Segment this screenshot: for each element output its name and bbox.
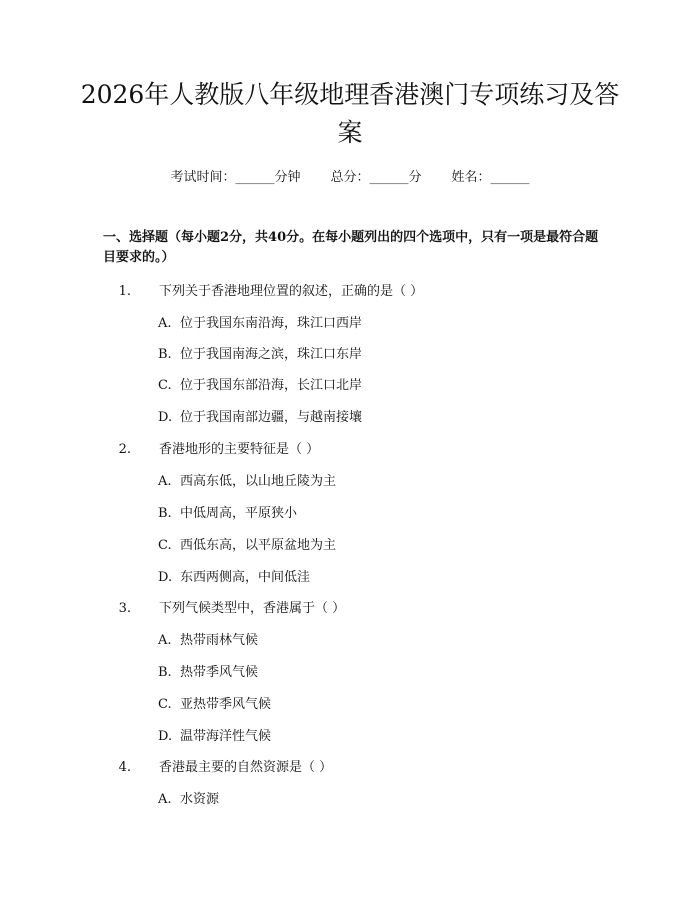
- option-text: 西低东高，以平原盆地为主: [180, 538, 337, 553]
- option-text: 温带海洋性气候: [180, 729, 272, 744]
- option-letter: A.: [158, 474, 172, 489]
- option-letter: A.: [158, 633, 172, 648]
- question-text: 香港地形的主要特征是（ ）: [159, 442, 320, 457]
- question-number: 1.: [118, 284, 131, 299]
- option-letter: A.: [158, 316, 172, 331]
- document-title: 2026年人教版八年级地理香港澳门专项练习及答案: [80, 80, 620, 147]
- question-3-option-d: [158, 727, 271, 747]
- question-1-option-c: [158, 376, 362, 396]
- question-3-option-c: [158, 695, 271, 715]
- option-text: 位于我国东南沿海，珠江口西岸: [180, 316, 363, 331]
- option-letter: D.: [158, 729, 173, 744]
- question-3: [103, 599, 345, 619]
- option-letter: B.: [158, 347, 172, 362]
- option-text: 西高东低，以山地丘陵为主: [180, 474, 337, 489]
- option-letter: A.: [158, 792, 172, 807]
- option-text: 亚热带季风气候: [180, 697, 272, 712]
- exam-time: 考试时间：______分钟: [170, 170, 301, 185]
- option-text: 位于我国南部边疆，与越南接壤: [180, 410, 363, 425]
- option-text: 位于我国南海之滨，珠江口东岸: [180, 347, 363, 362]
- question-4: [103, 758, 332, 778]
- option-letter: D.: [158, 410, 173, 425]
- question-3-option-b: [158, 663, 258, 683]
- section-heading: 一、选择题（每小题2分，共40分。在每小题列出的四个选项中，只有一项是最符合题目要求的。）: [103, 230, 599, 265]
- exam-name: 姓名：______: [451, 170, 530, 185]
- option-letter: C.: [158, 697, 172, 712]
- option-text: 热带季风气候: [180, 665, 259, 680]
- question-3-option-a: [158, 631, 258, 651]
- option-letter: C.: [158, 378, 172, 393]
- option-text: 中低周高，平原狭小: [180, 506, 298, 521]
- question-number: 2.: [118, 442, 131, 457]
- option-text: 位于我国东部沿海，长江口北岸: [180, 378, 363, 393]
- option-letter: D.: [158, 570, 173, 585]
- option-text: 水资源: [180, 792, 220, 807]
- question-1-option-b: [158, 345, 362, 365]
- option-letter: C.: [158, 538, 172, 553]
- question-1-option-d: [158, 408, 362, 428]
- question-text: 下列关于香港地理位置的叙述，正确的是（ ）: [159, 284, 424, 299]
- question-2-option-c: [158, 536, 336, 556]
- question-1: [103, 282, 423, 302]
- exam-score: 总分：______分: [330, 170, 422, 185]
- question-2-option-d: [158, 568, 310, 588]
- option-letter: B.: [158, 665, 172, 680]
- exam-meta: [0, 168, 700, 188]
- question-2-option-b: [158, 504, 297, 524]
- question-1-option-a: [158, 314, 362, 334]
- question-number: 4.: [118, 760, 131, 775]
- option-text: 东西两侧高，中间低洼: [180, 570, 311, 585]
- option-text: 热带雨林气候: [180, 633, 259, 648]
- question-2-option-a: [158, 472, 336, 492]
- question-number: 3.: [118, 601, 131, 616]
- question-text: 香港最主要的自然资源是（ ）: [159, 760, 333, 775]
- question-text: 下列气候类型中，香港属于（ ）: [159, 601, 346, 616]
- question-4-option-a: [158, 790, 219, 810]
- question-2: [103, 440, 319, 460]
- option-letter: B.: [158, 506, 172, 521]
